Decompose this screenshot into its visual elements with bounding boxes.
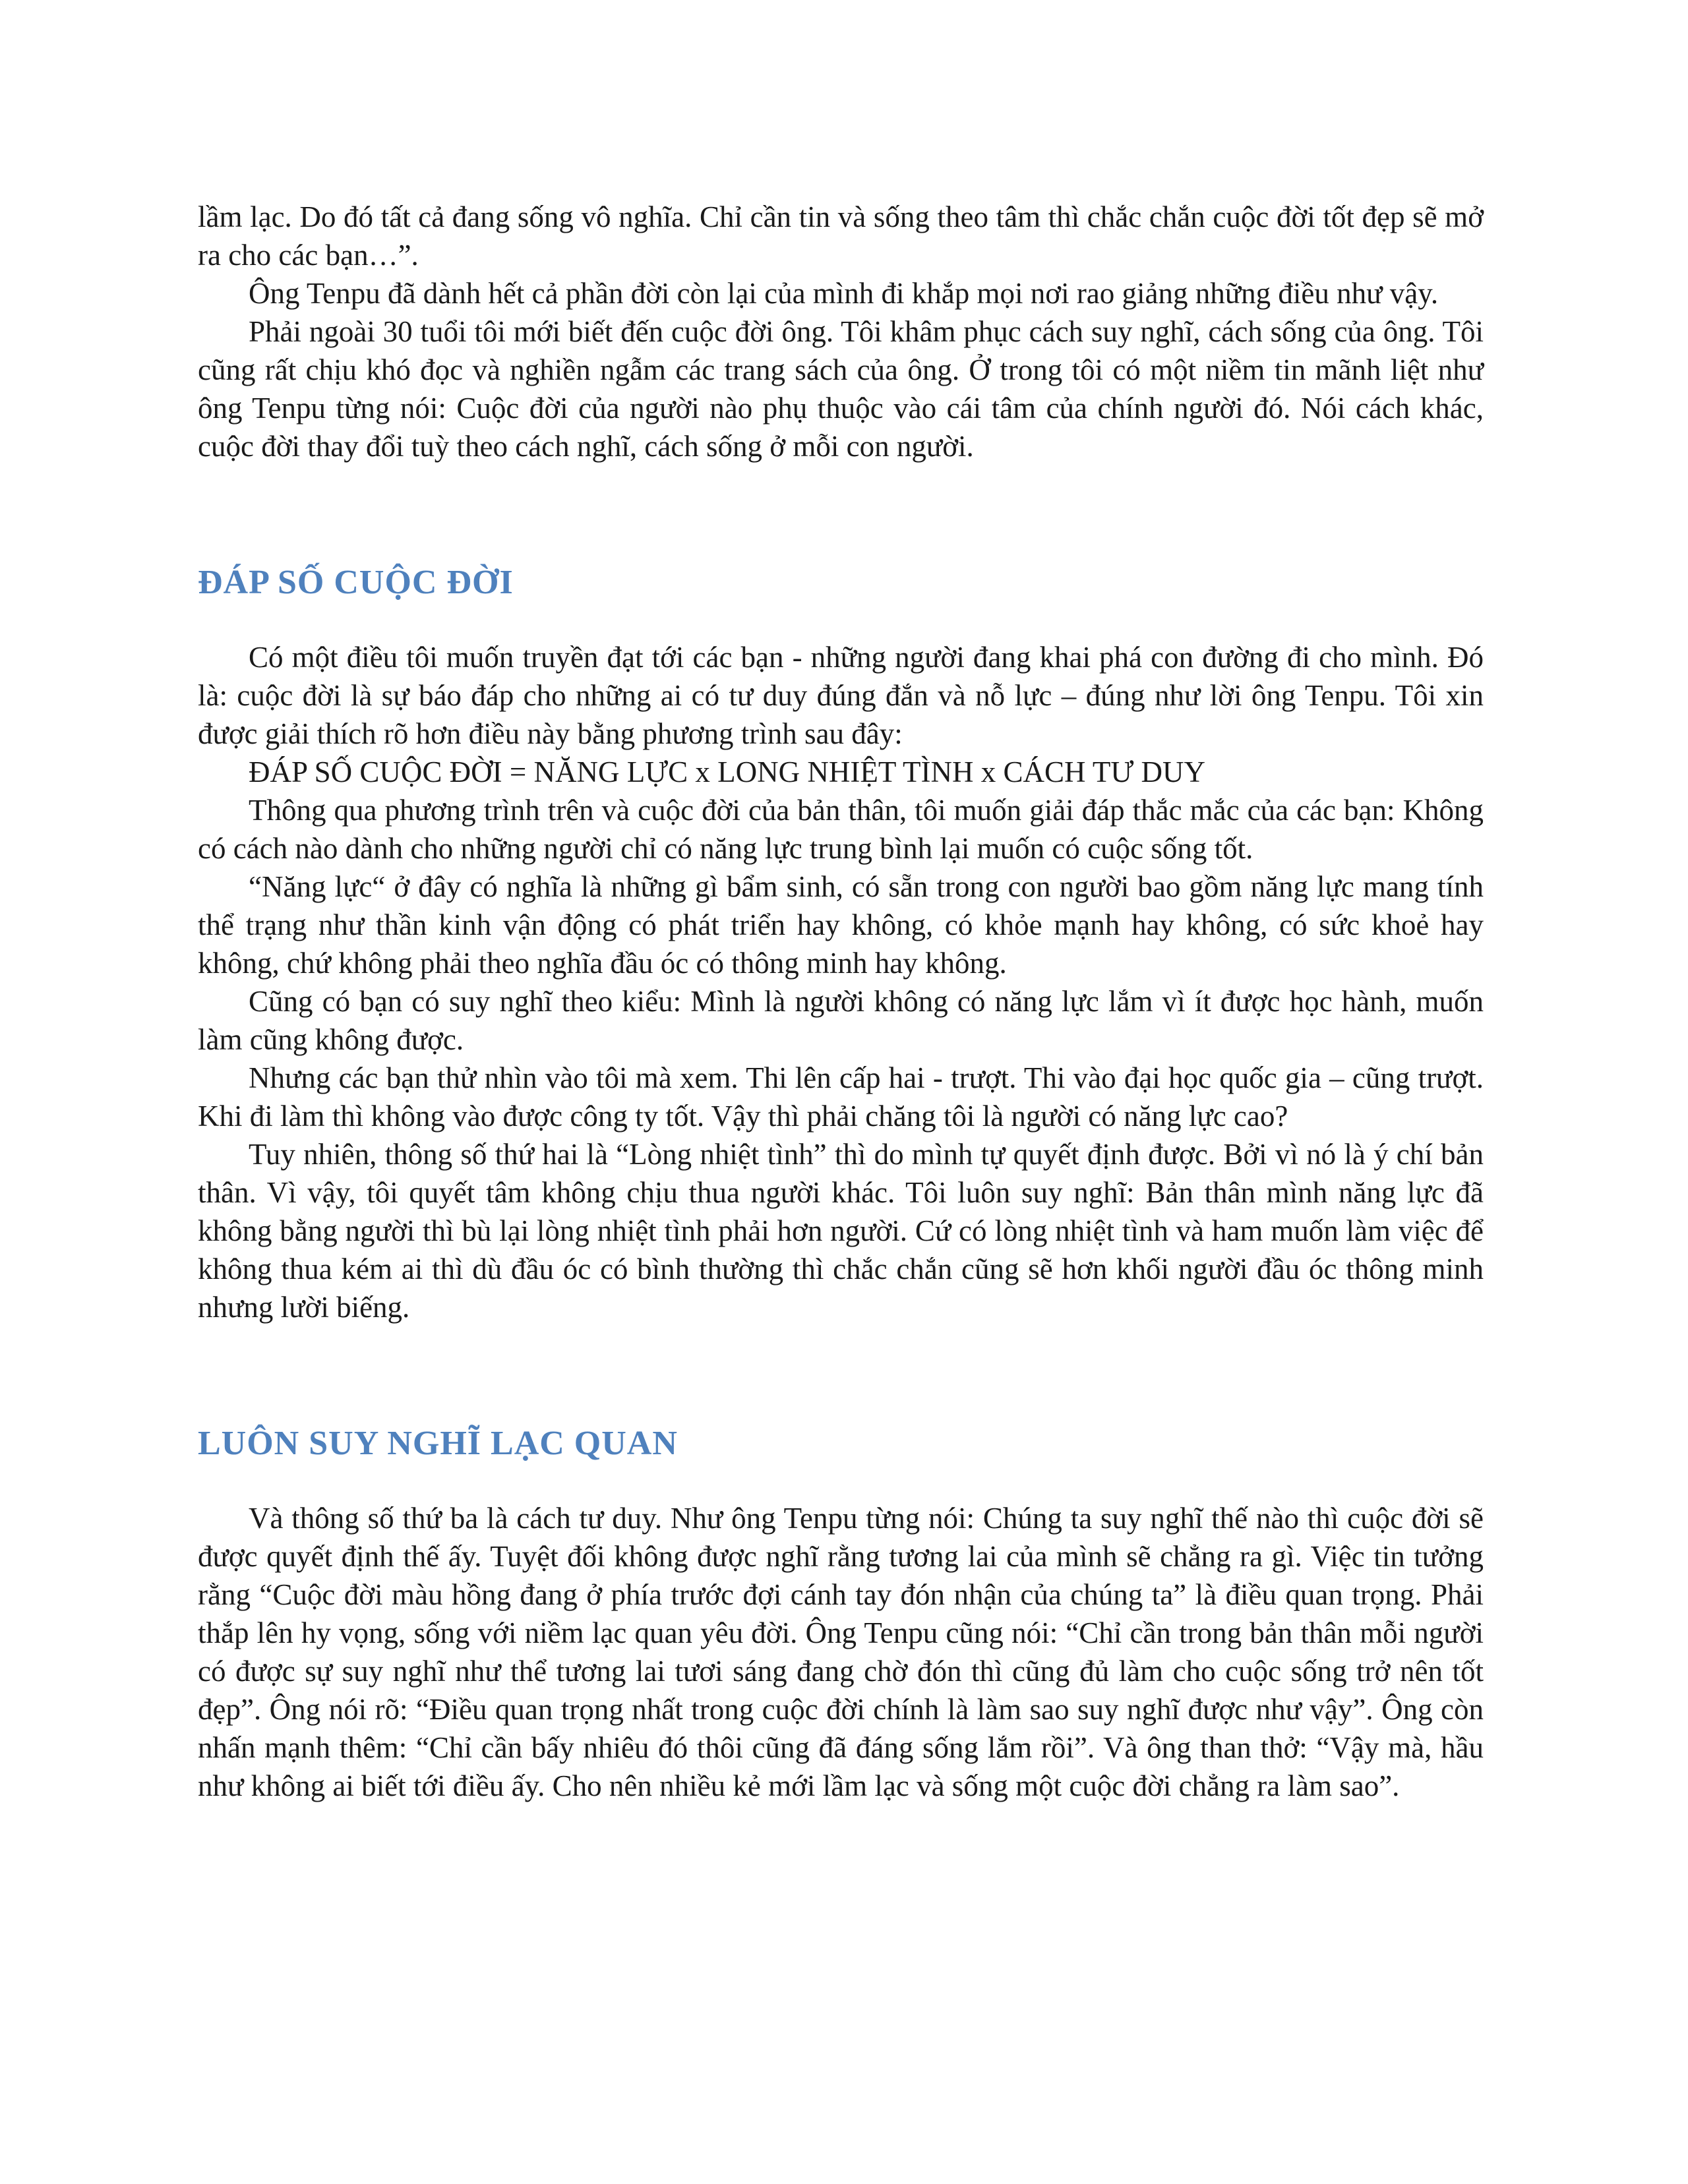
section-heading-luon-suy-nghi-lac-quan: LUÔN SUY NGHĨ LẠC QUAN [198,1425,678,1462]
section-1-paragraph-5: Cũng có bạn có suy nghĩ theo kiểu: Mình là người không có năng lực lắm vì ít được học hành, muốn làm cũng không được. [198,985,1484,1056]
life-formula: ĐÁP SỐ CUỘC ĐỜI = NĂNG LỰC x LONG NHIỆT TÌNH x CÁCH TƯ DUY [249,755,1206,788]
section-1-paragraph-3: Thông qua phương trình trên và cuộc đời của bản thân, tôi muốn giải đáp thắc mắc của các bạn: Không có cách nào dành cho những người chỉ có năng lực trung bình lại muốn có cuộc sống tốt. [198,794,1484,865]
intro-block [198,198,1484,465]
document-page [198,198,1484,1805]
section-2-body [198,1499,1484,1805]
section-1-body [198,638,1484,1326]
section-1-paragraph-1: Có một điều tôi muốn truyền đạt tới các bạn - những người đang khai phá con đường đi cho mình. Đó là: cuộc đời là sự báo đáp cho những ai có tư duy đúng đắn và nỗ lực – đúng như lời ông Tenpu. Tôi xin được giải thích rõ hơn điều này bằng phương trình sau đây: [198,641,1484,750]
intro-paragraph-3: Phải ngoài 30 tuổi tôi mới biết đến cuộc đời ông. Tôi khâm phục cách suy nghĩ, cách sống của ông. Tôi cũng rất chịu khó đọc và nghiền ngẫm các trang sách của ông. Ở trong tôi có một niềm tin mãnh liệt như ông Tenpu từng nói: Cuộc đời của người nào phụ thuộc vào cái tâm của chính người đó. Nói cách khác, cuộc đời thay đổi tuỳ theo cách nghĩ, cách sống ở mỗi con người. [198,315,1484,463]
section-1-paragraph-7: Tuy nhiên, thông số thứ hai là “Lòng nhiệt tình” thì do mình tự quyết định được. Bởi vì nó là ý chí bản thân. Vì vậy, tôi quyết tâm không chịu thua người khác. Tôi luôn suy nghĩ: Bản thân mình năng lực đã không bằng người thì bù lại lòng nhiệt tình phải hơn người. Cứ có lòng nhiệt tình và ham muốn làm việc để không thua kém ai thì dù đầu óc có bình thường thì chắc chắn cũng sẽ hơn khối người đầu óc thông minh nhưng lười biếng. [198,1138,1484,1324]
section-1-paragraph-4: “Năng lực“ ở đây có nghĩa là những gì bẩm sinh, có sẵn trong con người bao gồm năng lực mang tính thể trạng như thần kinh vận động có phát triển hay không, có khỏe mạnh hay không, có sức khoẻ hay không, chứ không phải theo nghĩa đầu óc có thông minh hay không. [198,870,1484,980]
intro-paragraph-1: lầm lạc. Do đó tất cả đang sống vô nghĩa. Chỉ cần tin và sống theo tâm thì chắc chắn cuộc đời tốt đẹp sẽ mở ra cho các bạn…”. [198,200,1484,272]
intro-paragraph-2: Ông Tenpu đã dành hết cả phần đời còn lại của mình đi khắp mọi nơi rao giảng những điều như vậy. [249,277,1439,310]
section-1-paragraph-6: Nhưng các bạn thử nhìn vào tôi mà xem. Thi lên cấp hai - trượt. Thi vào đại học quốc gia – cũng trượt. Khi đi làm thì không vào được công ty tốt. Vậy thì phải chăng tôi là người có năng lực cao? [198,1061,1484,1133]
section-heading-dap-so-cuoc-doi: ĐÁP SỐ CUỘC ĐỜI [198,564,514,601]
section-2-paragraph-1: Và thông số thứ ba là cách tư duy. Như ông Tenpu từng nói: Chúng ta suy nghĩ thế nào thì cuộc đời sẽ được quyết định thế ấy. Tuyệt đối không được nghĩ rằng tương lai của mình sẽ chẳng ra gì. Việc tin tưởng rằng “Cuộc đời màu hồng đang ở phía trước đợi cánh tay đón nhận của chúng ta” là điều quan trọng. Phải thắp lên hy vọng, sống với niềm lạc quan yêu đời. Ông Tenpu cũng nói: “Chỉ cần trong bản thân mỗi người có được sự suy nghĩ như thể tương lai tươi sáng đang chờ đón thì cũng đủ làm cho cuộc sống trở nên tốt đẹp”. Ông nói rõ: “Điều quan trọng nhất trong cuộc đời chính là làm sao suy nghĩ được như vậy”. Ông còn nhấn mạnh thêm: “Chỉ cần bấy nhiêu đó thôi cũng đã đáng sống lắm rồi”. Và ông than thở: “Vậy mà, hầu như không ai biết tới điều ấy. Cho nên nhiều kẻ mới lầm lạc và sống một cuộc đời chẳng ra làm sao”. [198,1502,1484,1802]
